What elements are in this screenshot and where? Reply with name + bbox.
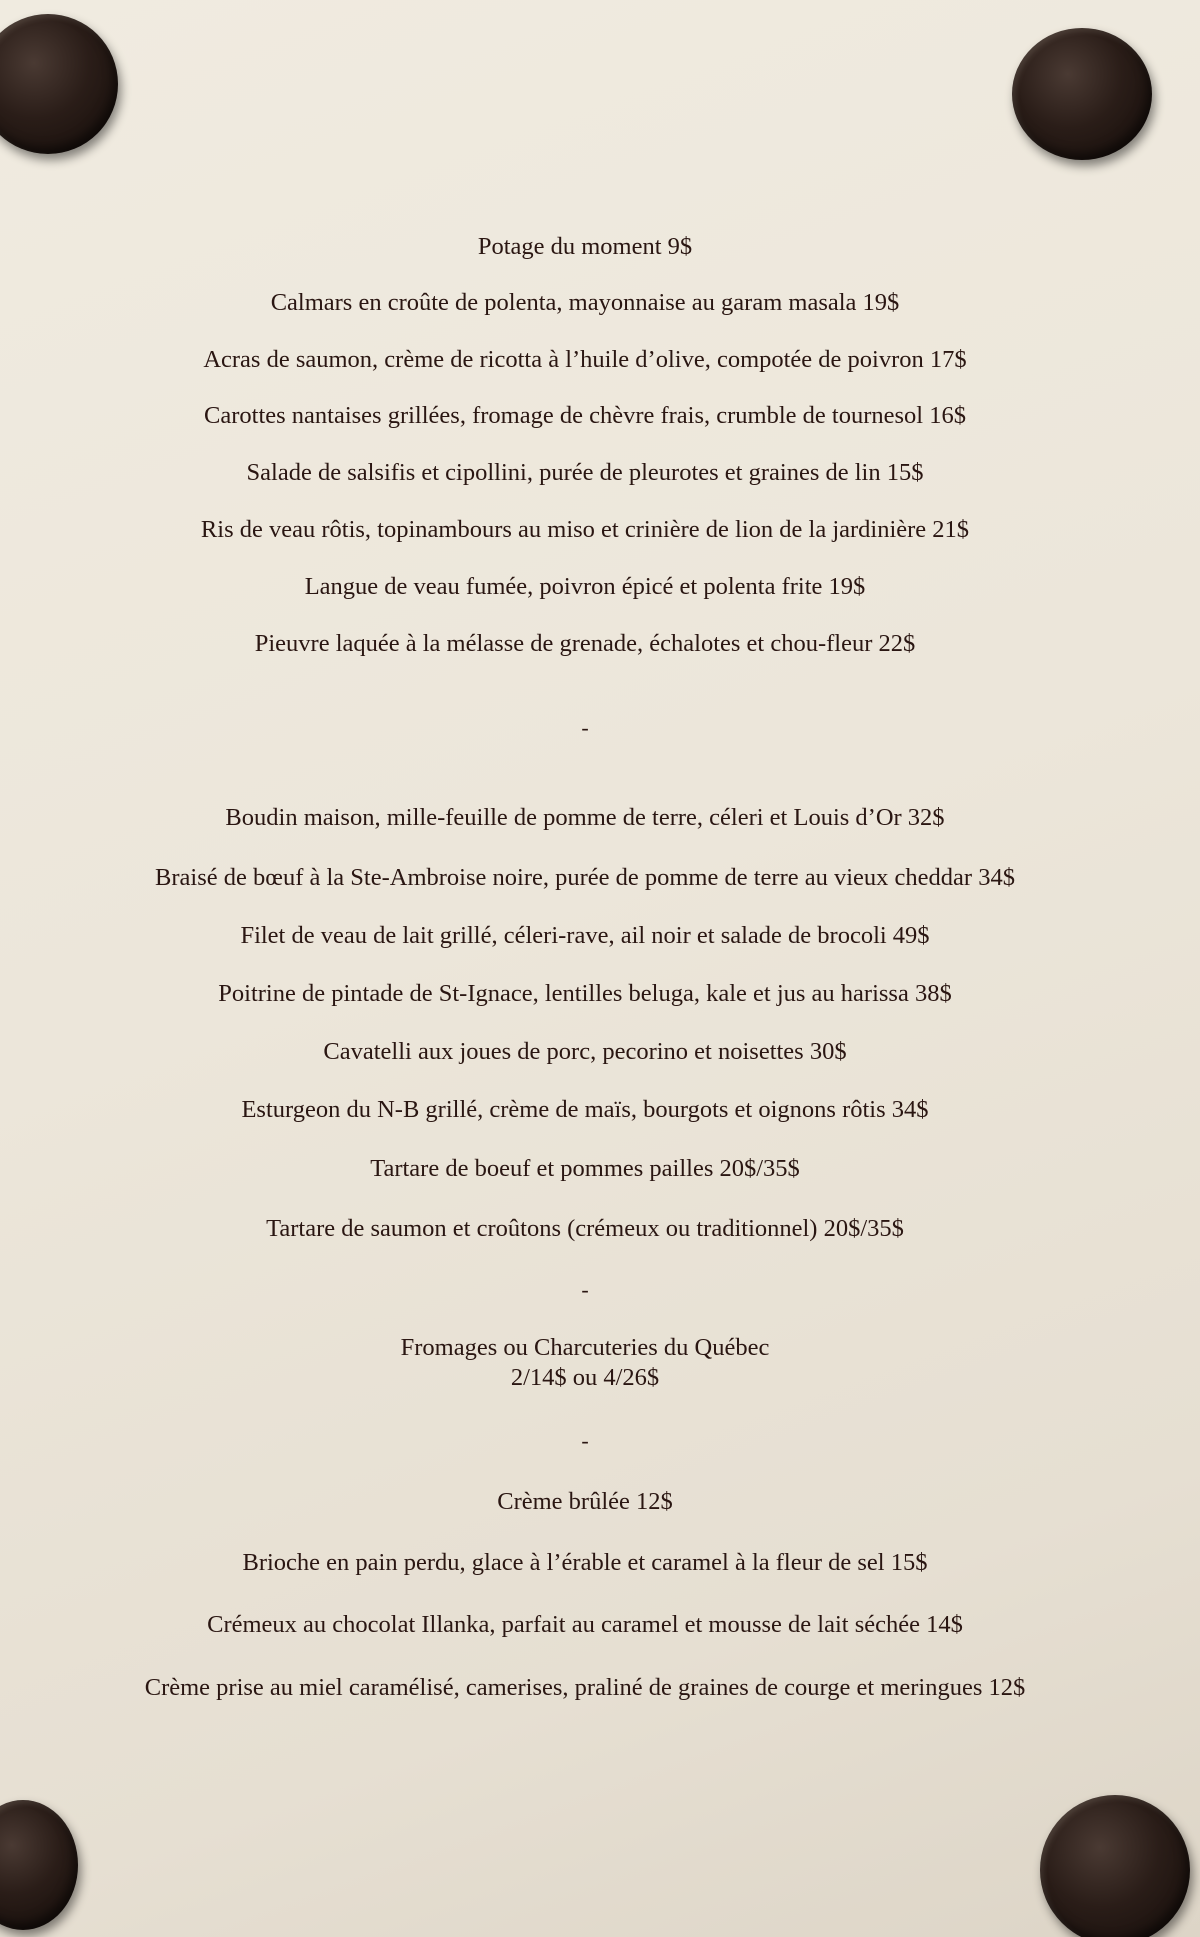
menu-item: Salade de salsifis et cipollini, purée de pleurotes et graines de lin 15$ (246, 459, 924, 486)
cheese-price: 2/14$ ou 4/26$ (510, 1364, 660, 1391)
menu-item: Esturgeon du N-B grillé, crème de maïs, bourgots et oignons rôtis 34$ (241, 1096, 929, 1123)
menu-item: Poitrine de pintade de St-Ignace, lentilles beluga, kale et jus au harissa 38$ (218, 980, 952, 1007)
menu-item: Crème prise au miel caramélisé, camerises, praliné de graines de courge et meringues 12$ (144, 1674, 1026, 1701)
menu-item: Acras de saumon, crème de ricotta à l’huile d’olive, compotée de poivron 17$ (203, 346, 967, 373)
magnet-top-left (0, 14, 118, 154)
menu-item: Tartare de boeuf et pommes pailles 20$/35$ (370, 1155, 800, 1182)
menu-item: Tartare de saumon et croûtons (crémeux ou traditionnel) 20$/35$ (266, 1215, 904, 1242)
section-separator: - (581, 1428, 589, 1453)
menu-item: Potage du moment 9$ (477, 233, 693, 260)
magnet-bottom-right (1040, 1795, 1190, 1937)
menu-item: Calmars en croûte de polenta, mayonnaise au garam masala 19$ (270, 289, 900, 316)
menu-item: Pieuvre laquée à la mélasse de grenade, échalotes et chou-fleur 22$ (254, 630, 916, 657)
menu-item: Filet de veau de lait grillé, céleri-rave, ail noir et salade de brocoli 49$ (240, 922, 930, 949)
menu-item: Boudin maison, mille-feuille de pomme de terre, céleri et Louis d’Or 32$ (225, 804, 945, 831)
section-separator: - (581, 1277, 589, 1302)
section-separator: - (581, 715, 589, 740)
magnet-bottom-left (0, 1800, 78, 1930)
menu-item: Brioche en pain perdu, glace à l’érable et caramel à la fleur de sel 15$ (242, 1549, 928, 1576)
menu-item: Ris de veau rôtis, topinambours au miso et crinière de lion de la jardinière 21$ (200, 516, 970, 543)
menu-item: Crème brûlée 12$ (497, 1488, 673, 1515)
cheese-title: Fromages ou Charcuteries du Québec (400, 1334, 770, 1361)
magnet-top-right (1012, 28, 1152, 160)
menu-item: Langue de veau fumée, poivron épicé et polenta frite 19$ (304, 573, 866, 600)
menu-item: Crémeux au chocolat Illanka, parfait au caramel et mousse de lait séchée 14$ (207, 1611, 963, 1638)
menu-item: Cavatelli aux joues de porc, pecorino et noisettes 30$ (323, 1038, 847, 1065)
menu-item: Carottes nantaises grillées, fromage de chèvre frais, crumble de tournesol 16$ (204, 402, 966, 429)
menu-item: Braisé de bœuf à la Ste-Ambroise noire, purée de pomme de terre au vieux cheddar 34$ (155, 864, 1015, 891)
